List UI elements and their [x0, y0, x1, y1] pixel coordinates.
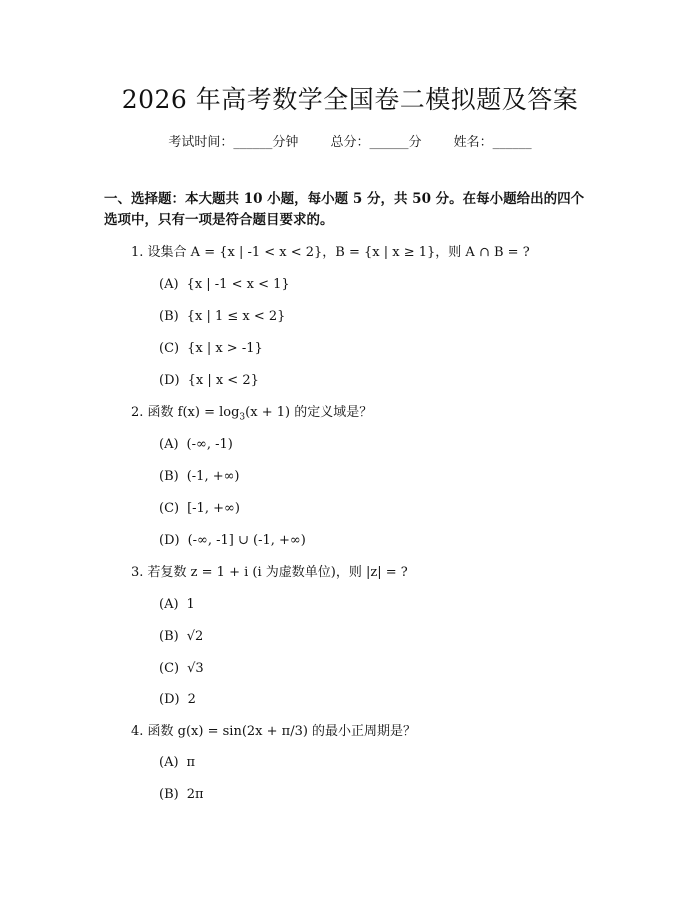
option-text: {x | -1 < x < 1} — [186, 277, 290, 292]
option-text: {x | x > -1} — [187, 341, 263, 356]
option-text: {x | x < 2} — [187, 373, 259, 388]
question-1-option-c — [159, 340, 263, 358]
option-label: (D) — [159, 692, 180, 707]
option-text: {x | 1 ≤ x < 2} — [186, 309, 286, 324]
question-2-option-c — [159, 500, 240, 518]
option-label: (D) — [159, 533, 180, 548]
option-label: (C) — [159, 661, 180, 676]
option-label: (C) — [159, 501, 180, 516]
option-text: √3 — [187, 661, 204, 676]
question-3-option-d — [159, 691, 196, 709]
exam-meta — [0, 131, 700, 150]
question-3-option-b — [159, 628, 203, 646]
option-text: (-∞, -1) — [186, 437, 233, 452]
option-text: √2 — [186, 629, 204, 644]
total-score-field: 总分：______分 — [330, 135, 422, 150]
option-label: (A) — [159, 597, 179, 612]
option-label: (A) — [159, 755, 179, 770]
question-1-option-a — [159, 276, 290, 294]
log-base: 3 — [239, 412, 246, 423]
section-heading: 一、选择题：本大题共 10 小题，每小题 5 分，共 50 分。在每小题给出的四个选项中，只有一项是符合题目要求的。 — [104, 191, 585, 228]
option-text: 2π — [186, 787, 204, 802]
option-label: (A) — [159, 277, 179, 292]
question-3-stem: 3. 若复数 z = 1 + i (i 为虚数单位)，则 |z| = ? — [131, 565, 408, 580]
question-2-stem — [131, 404, 372, 427]
question-4-stem: 4. 函数 g(x) = sin(2x + π/3) 的最小正周期是？ — [131, 724, 417, 739]
question-2-option-d — [159, 532, 306, 550]
exam-time-field: 考试时间：______分钟 — [168, 135, 299, 150]
question-2-option-a — [159, 436, 233, 454]
page-title: 2026 年高考数学全国卷二模拟题及答案 — [121, 85, 579, 114]
question-3-option-a — [159, 596, 195, 614]
question-1-stem: 1. 设集合 A = {x | -1 < x < 2}，B = {x | x ≥ 1}，则 A ∩ B = ? — [131, 245, 530, 260]
question-3-option-c — [159, 660, 204, 678]
option-text: [-1, +∞) — [187, 501, 240, 516]
question-2-stem-pre: 2. 函数 f(x) = log — [131, 405, 240, 420]
option-text: (-1, +∞) — [186, 469, 240, 484]
option-label: (B) — [159, 469, 179, 484]
option-label: (B) — [159, 309, 179, 324]
question-1-option-d — [159, 372, 259, 390]
question-1-option-b — [159, 308, 285, 326]
option-text: 2 — [187, 692, 196, 707]
question-4-option-a — [159, 754, 195, 772]
option-label: (A) — [159, 437, 179, 452]
option-text: π — [186, 755, 196, 770]
student-name-field: 姓名：______ — [453, 135, 532, 150]
question-2-option-b — [159, 468, 240, 486]
option-text: (-∞, -1] ∪ (-1, +∞) — [187, 533, 306, 548]
question-4-option-b — [159, 786, 204, 804]
question-2-stem-post: (x + 1) 的定义域是？ — [245, 405, 373, 420]
option-label: (D) — [159, 373, 180, 388]
option-label: (B) — [159, 787, 179, 802]
option-label: (B) — [159, 629, 179, 644]
option-text: 1 — [186, 597, 195, 612]
option-label: (C) — [159, 341, 180, 356]
